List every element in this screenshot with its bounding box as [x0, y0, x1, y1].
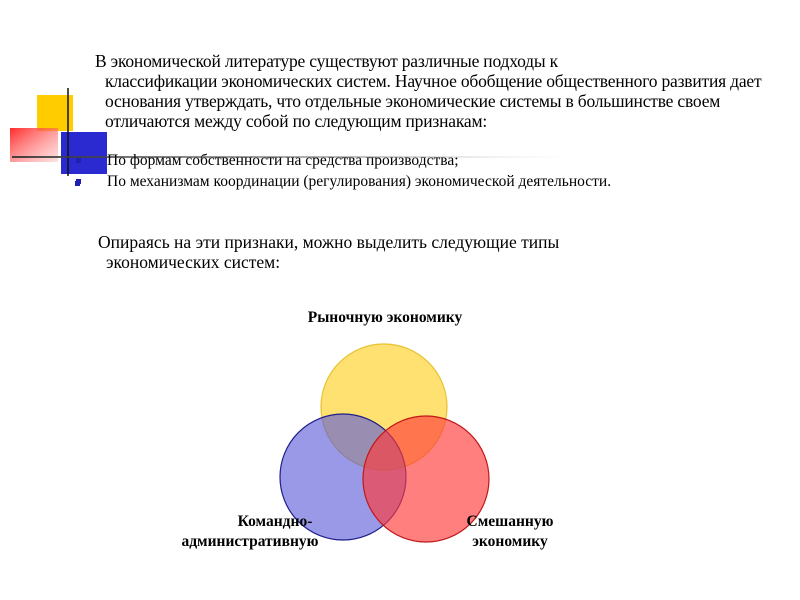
command-economy-label-line-1: Командно-: [237, 513, 313, 530]
mixed-economy-label-line-2: экономику: [472, 533, 548, 550]
list-item: [74, 150, 774, 171]
economy-types-venn: [170, 300, 590, 580]
bullet-icon: [76, 158, 81, 163]
bullet-icon: [76, 179, 81, 184]
criteria-item-coordination: По механизмам координации (регулирования) экономической деятельности.: [107, 173, 612, 190]
intro-line-1: В экономической литературе существуют различные подходы к: [95, 51, 558, 71]
types-line-2: экономических систем:: [106, 252, 281, 272]
command-economy-label: [170, 512, 330, 552]
intro-rest: классификации экономических систем. Научное обобщение общественного развития дает основания утверждать, что отдельные экономические системы в большинстве своем отличаются между собой по следующим признакам:: [105, 71, 762, 131]
mixed-economy-label: [450, 512, 570, 552]
criteria-item-ownership: По формам собственности на средства производства;: [107, 152, 459, 169]
list-item: [74, 171, 774, 192]
types-line-1: Опираясь на эти признаки, можно выделить следующие типы: [98, 232, 560, 252]
command-economy-label-line-2: административную: [181, 533, 319, 550]
intro-paragraph: [95, 51, 775, 131]
criteria-list: [74, 150, 774, 192]
market-economy-label: Рыночную экономику: [307, 309, 463, 326]
types-paragraph: [98, 232, 658, 272]
mixed-economy-label-line-1: Смешанную: [466, 513, 554, 530]
